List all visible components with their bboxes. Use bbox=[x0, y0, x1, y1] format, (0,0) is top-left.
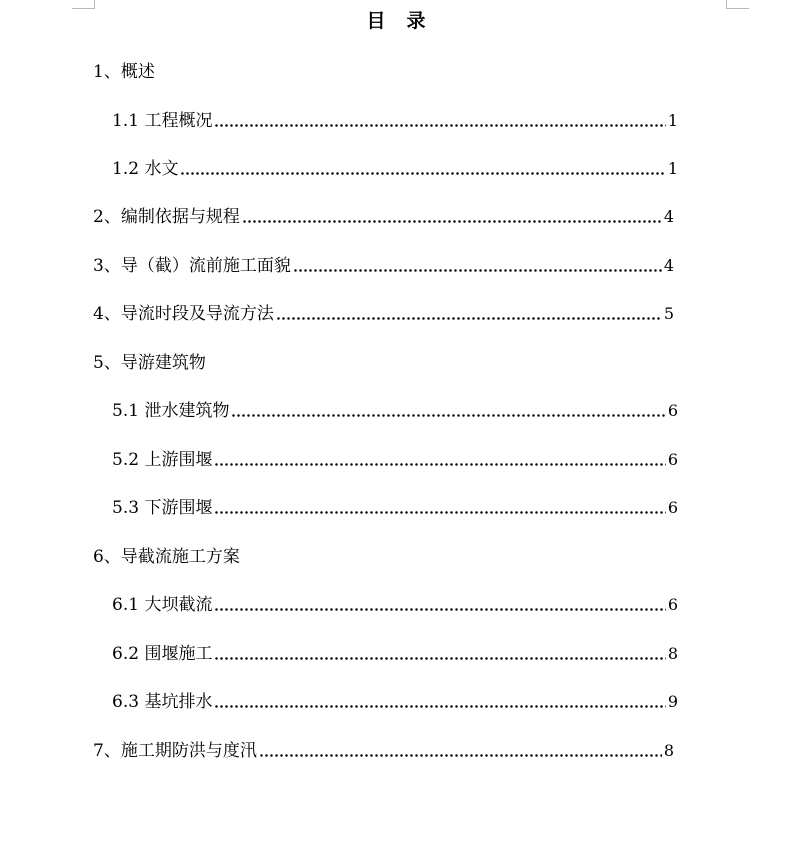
toc-entry[interactable] bbox=[112, 592, 678, 616]
toc-entry-page: 6 bbox=[667, 498, 678, 517]
toc-entry[interactable] bbox=[112, 689, 678, 713]
toc-entry-label: 1、概述 bbox=[93, 62, 155, 82]
toc-entry-label: 5.2 上游围堰 bbox=[112, 450, 213, 470]
dot-leader bbox=[214, 511, 665, 514]
toc-entry-label: 1.2 水文 bbox=[112, 159, 179, 179]
toc-entry-page: 4 bbox=[663, 256, 674, 275]
toc-entry-page: 6 bbox=[667, 450, 678, 469]
dot-leader bbox=[180, 172, 665, 175]
toc-entry-label: 6.1 大坝截流 bbox=[112, 595, 213, 615]
toc-entry-label: 5、导游建筑物 bbox=[93, 353, 206, 373]
toc-entry-page: 1 bbox=[667, 111, 678, 130]
toc-entry[interactable] bbox=[93, 544, 353, 568]
toc-entry[interactable] bbox=[93, 204, 674, 228]
dot-leader bbox=[259, 754, 662, 757]
toc-entry-label: 6.3 基坑排水 bbox=[112, 692, 213, 712]
dot-leader bbox=[242, 220, 662, 223]
dot-leader bbox=[214, 657, 665, 660]
toc-entry[interactable] bbox=[93, 301, 674, 325]
toc-entry[interactable] bbox=[112, 495, 678, 519]
toc-entry-page: 8 bbox=[663, 741, 674, 760]
toc-entry-page: 5 bbox=[663, 304, 674, 323]
toc-entry-page: 1 bbox=[667, 159, 678, 178]
dot-leader bbox=[214, 705, 665, 708]
toc-entry-label: 7、施工期防洪与度汛 bbox=[93, 741, 257, 761]
toc-entry-page: 4 bbox=[663, 207, 674, 226]
toc-entry[interactable] bbox=[112, 641, 678, 665]
toc-entry-page: 6 bbox=[667, 401, 678, 420]
toc-entry-label: 2、编制依据与规程 bbox=[93, 207, 240, 227]
dot-leader bbox=[214, 124, 665, 127]
toc-entry-page: 6 bbox=[667, 595, 678, 614]
dot-leader bbox=[276, 317, 662, 320]
dot-leader bbox=[214, 608, 665, 611]
toc-entry[interactable] bbox=[112, 108, 678, 132]
dot-leader bbox=[214, 463, 665, 466]
toc-entry-label: 4、导流时段及导流方法 bbox=[93, 304, 274, 324]
toc-entry[interactable] bbox=[93, 59, 313, 83]
toc-entry[interactable] bbox=[112, 447, 678, 471]
toc-entry-label: 3、导（截）流前施工面貌 bbox=[93, 256, 291, 276]
toc-entry[interactable] bbox=[93, 350, 313, 374]
toc-entry-page: 9 bbox=[667, 692, 678, 711]
toc-title: 目 录 bbox=[366, 10, 427, 32]
dot-leader bbox=[231, 414, 665, 417]
toc-entry-label: 6.2 围堰施工 bbox=[112, 644, 213, 664]
toc-entry[interactable] bbox=[93, 738, 674, 762]
toc-entry-label: 5.1 泄水建筑物 bbox=[112, 401, 230, 421]
toc-entry-label: 5.3 下游围堰 bbox=[112, 498, 213, 518]
toc-entry-label: 1.1 工程概况 bbox=[112, 111, 213, 131]
dot-leader bbox=[293, 269, 662, 272]
toc-entry[interactable] bbox=[112, 156, 678, 180]
toc-entry-label: 6、导截流施工方案 bbox=[93, 547, 240, 567]
toc-entry[interactable] bbox=[93, 253, 674, 277]
toc-entry[interactable] bbox=[112, 398, 678, 422]
toc-entry-page: 8 bbox=[667, 644, 678, 663]
